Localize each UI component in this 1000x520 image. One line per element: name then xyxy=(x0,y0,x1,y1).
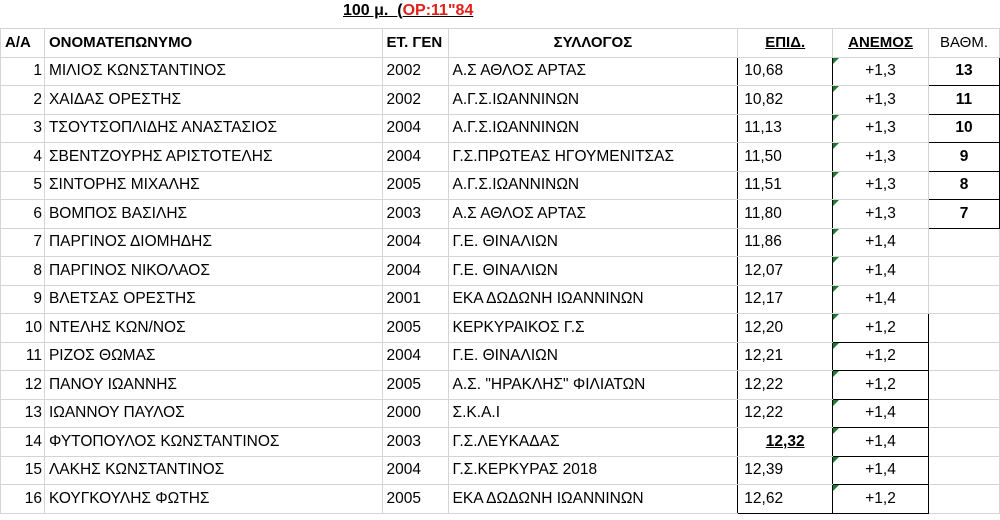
cell-wind: +1,2 xyxy=(833,485,929,514)
cell-club: Γ.Σ.ΛΕΥΚΑΔΑΣ xyxy=(448,428,738,457)
cell-performance: 12,17 xyxy=(738,285,833,314)
cell-club: Α.Γ.Σ.ΙΩΑΝΝΙΝΩΝ xyxy=(448,114,738,143)
cell-performance: 11,51 xyxy=(738,171,833,200)
cell-wind: +1,4 xyxy=(833,228,929,257)
table-row xyxy=(1,371,1000,400)
cell-points xyxy=(929,257,1000,286)
cell-year: 2000 xyxy=(382,399,448,428)
cell-wind: +1,3 xyxy=(833,143,929,172)
cell-name: ΜΙΛΙΟΣ ΚΩΝΣΤΑΝΤΙΝΟΣ xyxy=(44,57,382,86)
cell-year: 2003 xyxy=(382,200,448,229)
table-row xyxy=(1,342,1000,371)
cell-points: 9 xyxy=(929,143,1000,172)
cell-performance: 12,21 xyxy=(738,342,833,371)
cell-aa: 1 xyxy=(1,57,45,86)
table-row xyxy=(1,228,1000,257)
cell-name: ΠΑΝΟΥ ΙΩΑΝΝΗΣ xyxy=(44,371,382,400)
cell-points: 8 xyxy=(929,171,1000,200)
cell-aa: 11 xyxy=(1,342,45,371)
cell-performance: 11,86 xyxy=(738,228,833,257)
cell-aa: 5 xyxy=(1,171,45,200)
cell-aa: 9 xyxy=(1,285,45,314)
table-row xyxy=(1,314,1000,343)
cell-club: Γ.Σ.ΠΡΩΤΕΑΣ ΗΓΟΥΜΕΝΙΤΣΑΣ xyxy=(448,143,738,172)
cell-aa: 4 xyxy=(1,143,45,172)
cell-year: 2002 xyxy=(382,57,448,86)
cell-year: 2005 xyxy=(382,314,448,343)
cell-wind: +1,3 xyxy=(833,57,929,86)
results-table xyxy=(0,28,1000,514)
cell-club: ΚΕΡΚΥΡΑΙΚΟΣ Γ.Σ xyxy=(448,314,738,343)
cell-aa: 2 xyxy=(1,86,45,115)
cell-points: 7 xyxy=(929,200,1000,229)
cell-points: 10 xyxy=(929,114,1000,143)
cell-name: ΙΩΑΝΝΟΥ ΠΑΥΛΟΣ xyxy=(44,399,382,428)
cell-name: ΒΟΜΠΟΣ ΒΑΣΙΛΗΣ xyxy=(44,200,382,229)
cell-performance: 12,32 xyxy=(738,428,833,457)
cell-performance: 11,13 xyxy=(738,114,833,143)
cell-wind: +1,4 xyxy=(833,285,929,314)
event-title xyxy=(343,2,473,20)
cell-name: ΡΙΖΟΣ ΘΩΜΑΣ xyxy=(44,342,382,371)
cell-wind: +1,3 xyxy=(833,114,929,143)
cell-aa: 13 xyxy=(1,399,45,428)
cell-performance: 11,50 xyxy=(738,143,833,172)
cell-club: Σ.Κ.Α.Ι xyxy=(448,399,738,428)
header-year: ΕΤ. ΓΕΝ xyxy=(382,29,448,58)
cell-name: ΣΙΝΤΟΡΗΣ ΜΙΧΑΛΗΣ xyxy=(44,171,382,200)
cell-aa: 15 xyxy=(1,456,45,485)
cell-club: Α.Σ. "ΗΡΑΚΛΗΣ" ΦΙΛΙΑΤΩΝ xyxy=(448,371,738,400)
cell-performance: 12,07 xyxy=(738,257,833,286)
cell-year: 2005 xyxy=(382,371,448,400)
table-row xyxy=(1,428,1000,457)
cell-wind: +1,3 xyxy=(833,200,929,229)
cell-points xyxy=(929,228,1000,257)
cell-name: ΛΑΚΗΣ ΚΩΝΣΤΑΝΤΙΝΟΣ xyxy=(44,456,382,485)
table-row xyxy=(1,456,1000,485)
cell-wind: +1,2 xyxy=(833,314,929,343)
cell-year: 2005 xyxy=(382,171,448,200)
cell-name: ΒΛΕΤΣΑΣ ΟΡΕΣΤΗΣ xyxy=(44,285,382,314)
cell-name: ΠΑΡΓΙΝΟΣ ΝΙΚΟΛΑΟΣ xyxy=(44,257,382,286)
header-row xyxy=(1,29,1000,58)
cell-points xyxy=(929,399,1000,428)
cell-club: Γ.Σ.ΚΕΡΚΥΡΑΣ 2018 xyxy=(448,456,738,485)
cell-name: ΚΟΥΓΚΟΥΛΗΣ ΦΩΤΗΣ xyxy=(44,485,382,514)
cell-club: ΕΚΑ ΔΩΔΩΝΗ ΙΩΑΝΝΙΝΩΝ xyxy=(448,285,738,314)
record-text: ΟΡ:11"84 xyxy=(402,2,474,19)
cell-performance: 12,62 xyxy=(738,485,833,514)
cell-points xyxy=(929,485,1000,514)
sheet-title xyxy=(0,0,1000,28)
cell-year: 2004 xyxy=(382,342,448,371)
cell-wind: +1,4 xyxy=(833,399,929,428)
table-row xyxy=(1,171,1000,200)
header-performance: ΕΠΙΔ. xyxy=(738,29,833,58)
cell-club: Α.Σ ΑΘΛΟΣ ΑΡΤΑΣ xyxy=(448,200,738,229)
cell-aa: 14 xyxy=(1,428,45,457)
results-body xyxy=(1,57,1000,513)
header-points: ΒΑΘΜ. xyxy=(929,29,1000,58)
cell-club: Α.Γ.Σ.ΙΩΑΝΝΙΝΩΝ xyxy=(448,171,738,200)
cell-name: ΦΥΤΟΠΟΥΛΟΣ ΚΩΝΣΤΑΝΤΙΝΟΣ xyxy=(44,428,382,457)
header-aa: Α/Α xyxy=(1,29,45,58)
table-row xyxy=(1,86,1000,115)
cell-performance: 10,68 xyxy=(738,57,833,86)
cell-aa: 7 xyxy=(1,228,45,257)
table-row xyxy=(1,285,1000,314)
header-club: ΣΥΛΛΟΓΟΣ xyxy=(448,29,738,58)
table-row xyxy=(1,485,1000,514)
cell-points xyxy=(929,371,1000,400)
cell-year: 2002 xyxy=(382,86,448,115)
cell-points xyxy=(929,285,1000,314)
cell-year: 2004 xyxy=(382,257,448,286)
table-row xyxy=(1,399,1000,428)
header-wind: ΑΝΕΜΟΣ xyxy=(833,29,929,58)
table-row xyxy=(1,200,1000,229)
table-row xyxy=(1,114,1000,143)
cell-year: 2004 xyxy=(382,114,448,143)
cell-performance: 12,22 xyxy=(738,371,833,400)
table-row xyxy=(1,57,1000,86)
cell-wind: +1,2 xyxy=(833,342,929,371)
cell-aa: 12 xyxy=(1,371,45,400)
cell-points xyxy=(929,314,1000,343)
cell-year: 2004 xyxy=(382,228,448,257)
cell-year: 2005 xyxy=(382,485,448,514)
cell-points xyxy=(929,428,1000,457)
cell-points xyxy=(929,456,1000,485)
cell-name: ΤΣΟΥΤΣΟΠΛΙΔΗΣ ΑΝΑΣΤΑΣΙΟΣ xyxy=(44,114,382,143)
cell-points: 13 xyxy=(929,57,1000,86)
cell-name: ΣΒΕΝΤΖΟΥΡΗΣ ΑΡΙΣΤΟΤΕΛΗΣ xyxy=(44,143,382,172)
cell-year: 2004 xyxy=(382,456,448,485)
cell-performance: 11,80 xyxy=(738,200,833,229)
cell-name: ΧΑΙΔΑΣ ΟΡΕΣΤΗΣ xyxy=(44,86,382,115)
cell-club: Α.Γ.Σ.ΙΩΑΝΝΙΝΩΝ xyxy=(448,86,738,115)
cell-performance: 12,20 xyxy=(738,314,833,343)
cell-wind: +1,4 xyxy=(833,428,929,457)
event-name: 100 μ. ( xyxy=(343,2,403,19)
cell-name: ΠΑΡΓΙΝΟΣ ΔΙΟΜΗΔΗΣ xyxy=(44,228,382,257)
cell-wind: +1,4 xyxy=(833,456,929,485)
cell-year: 2001 xyxy=(382,285,448,314)
cell-aa: 8 xyxy=(1,257,45,286)
header-name: ΟΝΟΜΑΤΕΠΩΝΥΜΟ xyxy=(44,29,382,58)
cell-club: Α.Σ ΑΘΛΟΣ ΑΡΤΑΣ xyxy=(448,57,738,86)
cell-wind: +1,4 xyxy=(833,257,929,286)
cell-club: Γ.Ε. ΘΙΝΑΛΙΩΝ xyxy=(448,228,738,257)
cell-aa: 10 xyxy=(1,314,45,343)
cell-club: Γ.Ε. ΘΙΝΑΛΙΩΝ xyxy=(448,257,738,286)
cell-aa: 16 xyxy=(1,485,45,514)
cell-aa: 6 xyxy=(1,200,45,229)
cell-year: 2004 xyxy=(382,143,448,172)
table-row xyxy=(1,257,1000,286)
cell-club: Γ.Ε. ΘΙΝΑΛΙΩΝ xyxy=(448,342,738,371)
cell-performance: 12,39 xyxy=(738,456,833,485)
cell-club: ΕΚΑ ΔΩΔΩΝΗ ΙΩΑΝΝΙΝΩΝ xyxy=(448,485,738,514)
cell-points xyxy=(929,342,1000,371)
cell-year: 2003 xyxy=(382,428,448,457)
cell-wind: +1,3 xyxy=(833,86,929,115)
cell-name: ΝΤΕΛΗΣ ΚΩΝ/ΝΟΣ xyxy=(44,314,382,343)
table-row xyxy=(1,143,1000,172)
cell-wind: +1,3 xyxy=(833,171,929,200)
cell-aa: 3 xyxy=(1,114,45,143)
cell-performance: 10,82 xyxy=(738,86,833,115)
cell-points: 11 xyxy=(929,86,1000,115)
cell-performance: 12,22 xyxy=(738,399,833,428)
cell-wind: +1,2 xyxy=(833,371,929,400)
